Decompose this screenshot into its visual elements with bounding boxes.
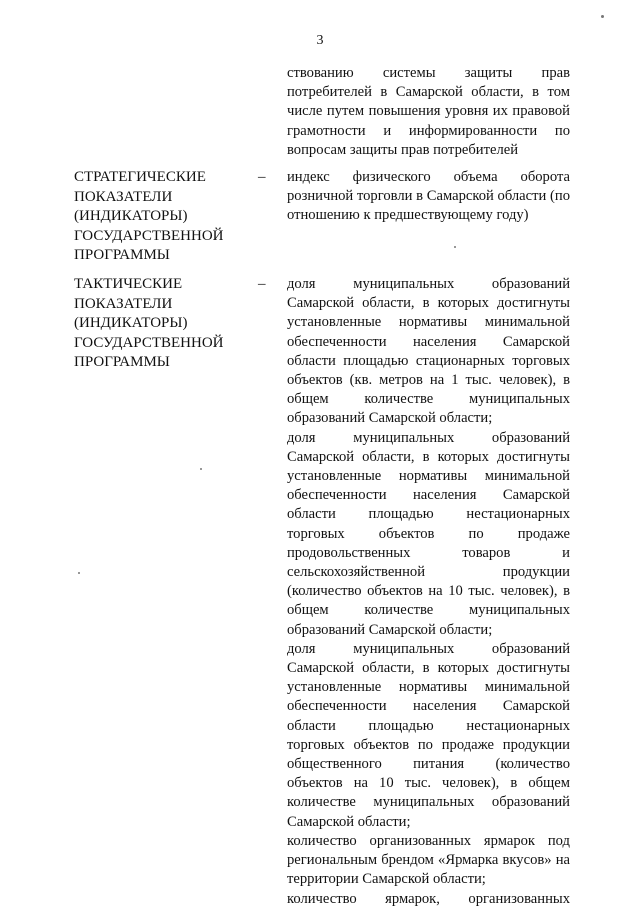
indicator-item: доля муниципальных образований Самарской области, в которых достигнуты установленные нормативы минимальной обеспеченности населения Самарской области площадью нестационарных торговых объектов по продаже продукции общественного питания (количество объектов на 10 тыс. человек), в общем количестве муниципальных образований Самарской области; (287, 640, 570, 830)
strategic-title-line: ГОСУДАРСТВЕННОЙ (74, 227, 224, 244)
scan-speck (78, 572, 80, 574)
indicator-item: количество ярмарок, организованных (287, 890, 570, 907)
tactical-indicators-title (74, 275, 244, 373)
strategic-title-line: (ИНДИКАТОРЫ) (74, 208, 188, 225)
indicator-item: количество организованных ярмарок под региональным брендом «Ярмарка вкусов» на территории Самарской области; (287, 832, 570, 888)
tactical-title-line: ГОСУДАРСТВЕННОЙ (74, 334, 224, 351)
strategic-indicators-section (74, 168, 574, 264)
indicator-item: доля муниципальных образований Самарской области, в которых достигнуты установленные нормативы минимальной обеспеченности населения Самарской области площадью нестационарных торговых объектов по продаже продовольственных товаров и сельскохозяйственной продукции (количество объектов на 10 тыс. человек), в общем количестве муниципальных образований Самарской области; (287, 429, 570, 638)
strategic-title-line: СТРАТЕГИЧЕСКИЕ (74, 169, 206, 185)
tactical-title-line: (ИНДИКАТОРЫ) (74, 315, 188, 332)
tactical-indicators-section (74, 275, 574, 907)
tactical-title-line: ПРОГРАММЫ (74, 354, 170, 371)
tactical-dash: – (258, 276, 266, 292)
strategic-indicators-title (74, 168, 244, 266)
scan-speck (200, 468, 202, 470)
scan-speck (454, 246, 456, 248)
scan-speck (601, 15, 604, 18)
indicator-item: индекс физического объема оборота розничной торговли в Самарской области (по отношению к предшествующему году) (287, 169, 570, 224)
strategic-title-line: ПОКАЗАТЕЛИ (74, 188, 173, 205)
tactical-title-line: ТАКТИЧЕСКИЕ (74, 276, 183, 292)
intro-paragraph: ствованию системы защиты прав потребителей в Самарской области, в том числе путем повышения уровня их правовой грамотности и информированности по вопросам защиты прав потребителей (287, 65, 570, 158)
tactical-title-line: ПОКАЗАТЕЛИ (74, 295, 173, 312)
tactical-indicators-body (287, 275, 570, 909)
indicator-item: доля муниципальных образований Самарской области, в которых достигнуты установленные нормативы минимальной обеспеченности населения Самарской области площадью стационарных торговых объектов (кв. метров на 1 тыс. человек), в общем количестве муниципальных образований Самарской области; (287, 276, 570, 427)
strategic-dash: – (258, 169, 266, 185)
page-number: 3 (316, 33, 324, 48)
strategic-title-line: ПРОГРАММЫ (74, 247, 170, 264)
strategic-indicators-body (287, 168, 570, 226)
